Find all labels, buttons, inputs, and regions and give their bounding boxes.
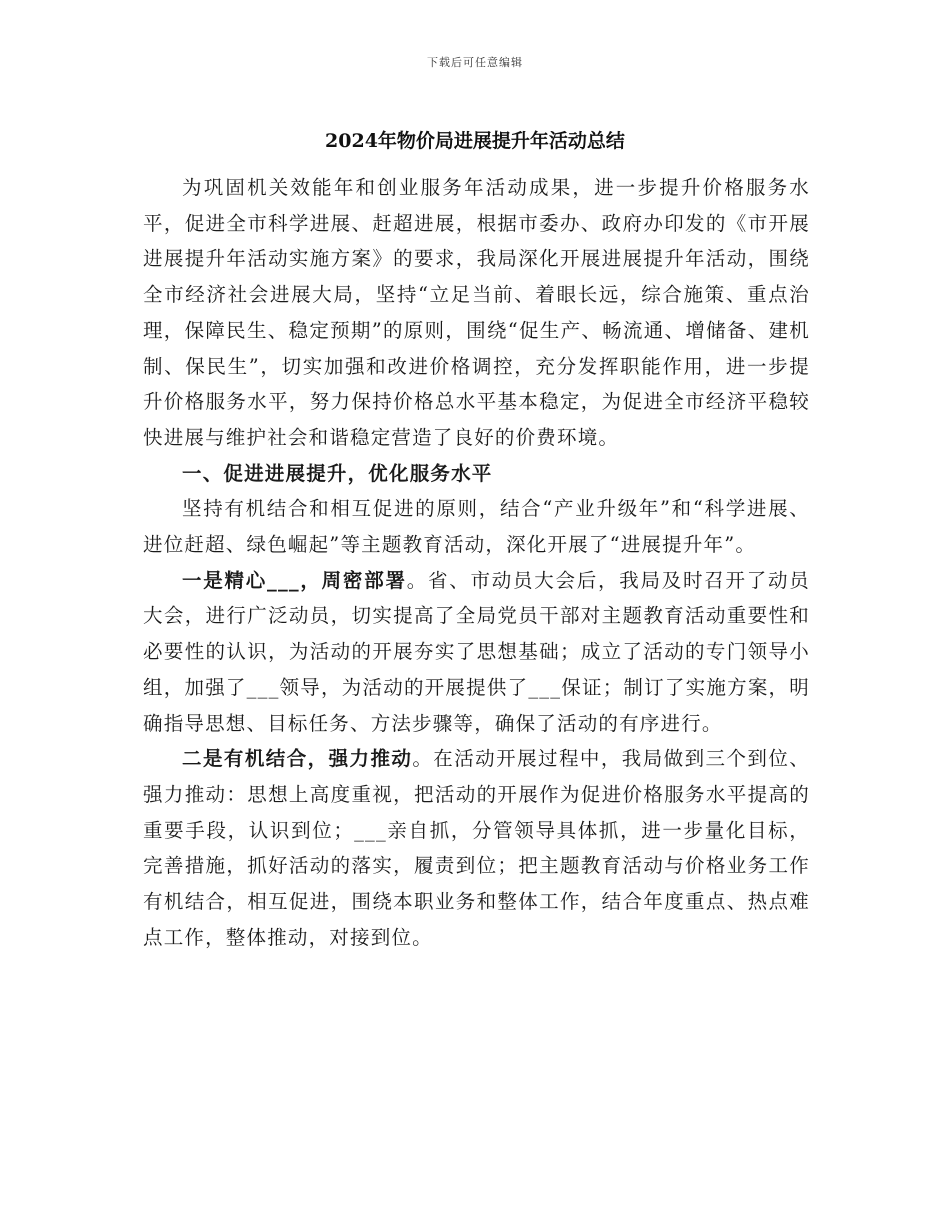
point-one-body: 。省、市动员大会后，我局及时召开了动员大会，进行广泛动员，切实提高了全局党员干部对主题教育活动重要性和必要性的认识，为活动的开展夯实了思想基础；成立了活动的专门领导小组，加强了___领导，为活动的开展提供了___保证；制订了实施方案，明确指导思想、目标任务、方法步骤等，确保了活动的有序进行。 [143, 568, 810, 735]
point-two-body: 。在活动开展过程中，我局做到三个到位、强力推动：思想上高度重视，把活动的开展作为促进价格服务水平提高的重要手段，认识到位；___亲自抓，分管领导具体抓，进一步量化目标，完善措施，抓好活动的落实，履责到位；把主题教育活动与价格业务工作有机结合，相互促进，围绕本职业务和整体工作，结合年度重点、热点难点工作，整体推动，对接到位。 [143, 747, 810, 949]
point-two-paragraph [143, 741, 810, 955]
section-intro-paragraph: 坚持有机结合和相互促进的原则，结合“产业升级年”和“科学进展、进位赶超、绿色崛起”等主题教育活动，深化开展了“进展提升年”。 [143, 497, 810, 557]
document-title: 2024年物价局进展提升年活动总结 [325, 130, 625, 152]
point-two-lead: 二是有机结合，强力推动 [182, 747, 413, 771]
point-one-lead: 一是精心___，周密部署 [182, 568, 407, 592]
section-heading: 一、促进进展提升，优化服务水平 [182, 461, 493, 485]
document-body [143, 170, 810, 955]
page-header-note: 下载后可任意编辑 [427, 56, 523, 69]
point-one-paragraph [143, 563, 810, 742]
intro-paragraph: 为巩固机关效能年和创业服务年活动成果，进一步提升价格服务水平，促进全市科学进展、赶超进展，根据市委办、政府办印发的《市开展进展提升年活动实施方案》的要求，我局深化开展进展提升年活动，围绕全市经济社会进展大局，坚持“立足当前、着眼长远，综合施策、重点治理，保障民生、稳定预期”的原则，围绕“促生产、畅流通、增储备、建机制、保民生”，切实加强和改进价格调控，充分发挥职能作用，进一步提升价格服务水平，努力保持价格总水平基本稳定，为促进全市经济平稳较快进展与维护社会和谐稳定营造了良好的价费环境。 [143, 176, 810, 449]
